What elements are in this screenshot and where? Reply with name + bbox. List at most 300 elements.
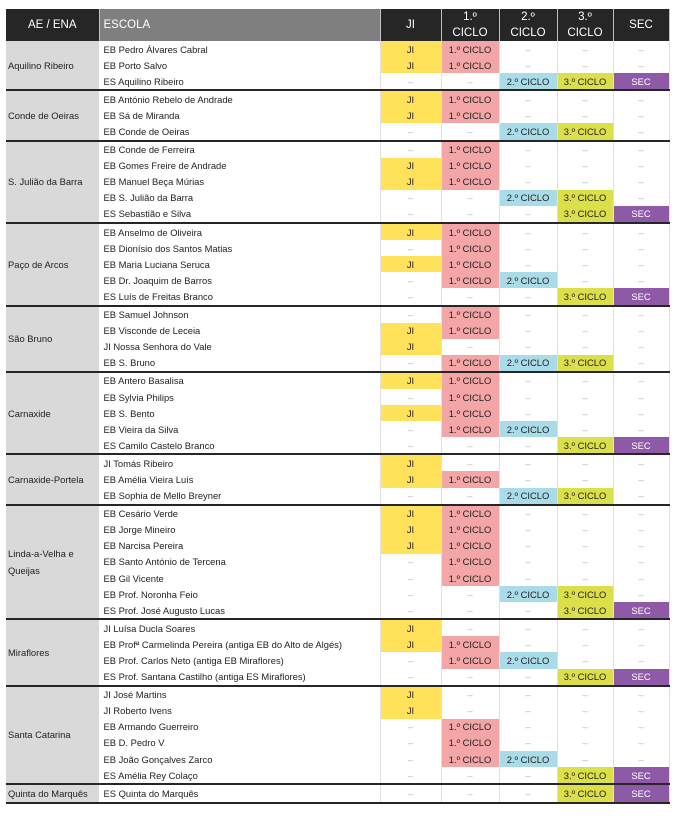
school-name: ES Quinta do Marquês [99, 784, 380, 803]
school-name: EB Jorge Mineiro [99, 522, 380, 538]
level-badge-c3: 3.º CICLO [557, 123, 613, 140]
level-empty-sec: – [613, 554, 669, 570]
level-empty-c1: – [441, 206, 499, 223]
level-badge-c3: 3.º CICLO [557, 73, 613, 90]
level-empty-ji: – [380, 288, 441, 305]
level-empty-sec: – [613, 223, 669, 240]
level-empty-ji: – [380, 570, 441, 586]
table-row [6, 256, 669, 272]
school-name: EB Dr. Joaquim de Barros [99, 272, 380, 288]
table-row [6, 471, 669, 487]
level-empty-ji: – [380, 784, 441, 803]
school-name: ES Luís de Freitas Branco [99, 288, 380, 305]
school-name: EB João Gonçalves Zarco [99, 751, 380, 767]
level-empty-c2: – [499, 158, 557, 174]
header-ciclo-1-line1: 1.º [463, 11, 477, 23]
level-badge-c3: 3.º CICLO [557, 767, 613, 784]
table-row [6, 421, 669, 437]
level-badge-c1: 1.º CICLO [441, 405, 499, 421]
level-empty-sec: – [613, 306, 669, 323]
level-empty-sec: – [613, 652, 669, 668]
level-badge-c1: 1.º CICLO [441, 389, 499, 405]
level-empty-sec: – [613, 389, 669, 405]
level-empty-ji: – [380, 421, 441, 437]
level-empty-c3: – [557, 141, 613, 158]
level-empty-sec: – [613, 339, 669, 355]
level-empty-c2: – [499, 454, 557, 471]
level-empty-sec: – [613, 703, 669, 719]
table-row [6, 669, 669, 686]
level-empty-c2: – [499, 471, 557, 487]
level-empty-c3: – [557, 158, 613, 174]
level-empty-c3: – [557, 389, 613, 405]
level-badge-c1: 1.º CICLO [441, 421, 499, 437]
level-empty-ji: – [380, 488, 441, 505]
level-empty-c2: – [499, 686, 557, 703]
header-ciclo-3 [557, 9, 613, 41]
school-name: EB Amélia Vieira Luís [99, 471, 380, 487]
level-empty-c3: – [557, 703, 613, 719]
level-badge-ji: JI [380, 339, 441, 355]
level-empty-c2: – [499, 505, 557, 522]
level-empty-c2: – [499, 323, 557, 339]
school-name: EB Conde de Oeiras [99, 123, 380, 140]
level-empty-c3: – [557, 505, 613, 522]
table-row [6, 784, 669, 803]
table-row [6, 719, 669, 735]
level-empty-c3: – [557, 421, 613, 437]
table-row [6, 570, 669, 586]
level-badge-c3: 3.º CICLO [557, 355, 613, 372]
group-name: Paço de Arcos [6, 223, 99, 305]
school-name: EB António Rebelo de Andrade [99, 90, 380, 107]
table-row [6, 107, 669, 123]
table-row [6, 686, 669, 703]
level-empty-ji: – [380, 123, 441, 140]
table-row [6, 73, 669, 90]
school-name: EB D. Pedro V [99, 735, 380, 751]
level-badge-ji: JI [380, 256, 441, 272]
level-empty-c2: – [499, 174, 557, 190]
level-badge-ji: JI [380, 158, 441, 174]
level-empty-c2: – [499, 141, 557, 158]
level-badge-ji: JI [380, 636, 441, 652]
school-name: EB Sylvia Philips [99, 389, 380, 405]
level-empty-c3: – [557, 522, 613, 538]
level-empty-c2: – [499, 735, 557, 751]
table-row [6, 488, 669, 505]
table-row [6, 767, 669, 784]
level-empty-sec: – [613, 323, 669, 339]
level-empty-ji: – [380, 437, 441, 454]
level-empty-sec: – [613, 522, 669, 538]
school-name: EB Manuel Beça Múrias [99, 174, 380, 190]
level-badge-c3: 3.º CICLO [557, 190, 613, 206]
level-empty-c2: – [499, 389, 557, 405]
table-row [6, 437, 669, 454]
level-empty-sec: – [613, 90, 669, 107]
level-badge-ji: JI [380, 41, 441, 57]
level-empty-c1: – [441, 669, 499, 686]
level-empty-c2: – [499, 570, 557, 586]
table-row [6, 206, 669, 223]
table-row [6, 703, 669, 719]
level-empty-ji: – [380, 652, 441, 668]
level-badge-c1: 1.º CICLO [441, 652, 499, 668]
level-empty-c3: – [557, 619, 613, 636]
table-row [6, 505, 669, 522]
level-badge-c1: 1.º CICLO [441, 522, 499, 538]
level-badge-c2: 2.º CICLO [499, 586, 557, 602]
level-empty-sec: – [613, 454, 669, 471]
table-row [6, 288, 669, 305]
level-empty-sec: – [613, 488, 669, 505]
level-badge-ji: JI [380, 505, 441, 522]
school-name: EB Porto Salvo [99, 57, 380, 73]
level-empty-sec: – [613, 256, 669, 272]
level-empty-c2: – [499, 339, 557, 355]
header-ciclo-2-line1: 2.º [521, 11, 535, 23]
level-badge-c1: 1.º CICLO [441, 735, 499, 751]
level-empty-c1: – [441, 123, 499, 140]
school-name: EB Prof. Noronha Feio [99, 586, 380, 602]
school-name: EB Anselmo de Oliveira [99, 223, 380, 240]
level-badge-sec: SEC [613, 288, 669, 305]
group-name: S. Julião da Barra [6, 141, 99, 223]
school-name: EB Narcisa Pereira [99, 538, 380, 554]
level-empty-sec: – [613, 174, 669, 190]
level-empty-c1: – [441, 784, 499, 803]
level-badge-c1: 1.º CICLO [441, 223, 499, 240]
school-name: EB Prof. Carlos Neto (antiga EB Miraflores) [99, 652, 380, 668]
level-badge-c1: 1.º CICLO [441, 256, 499, 272]
level-badge-c3: 3.º CICLO [557, 437, 613, 454]
school-name: EB S. Bruno [99, 355, 380, 372]
level-empty-c2: – [499, 437, 557, 454]
level-empty-c1: – [441, 703, 499, 719]
level-badge-sec: SEC [613, 767, 669, 784]
level-empty-c3: – [557, 174, 613, 190]
header-ciclo-3-line1: 3.º [578, 11, 592, 23]
school-name: EB Sophia de Mello Breyner [99, 488, 380, 505]
level-badge-c1: 1.º CICLO [441, 141, 499, 158]
level-badge-ji: JI [380, 703, 441, 719]
level-empty-c2: – [499, 405, 557, 421]
level-empty-sec: – [613, 372, 669, 389]
group-name: Linda-a-Velha e Queijas [6, 505, 99, 620]
level-badge-ji: JI [380, 471, 441, 487]
level-badge-sec: SEC [613, 437, 669, 454]
group-name: Conde de Oeiras [6, 90, 99, 140]
table-body [6, 41, 669, 803]
level-empty-sec: – [613, 123, 669, 140]
school-name: JI Roberto Ivens [99, 703, 380, 719]
level-empty-sec: – [613, 107, 669, 123]
table-row [6, 554, 669, 570]
level-empty-c2: – [499, 90, 557, 107]
group-name: Carnaxide-Portela [6, 454, 99, 504]
school-name: EB S. Julião da Barra [99, 190, 380, 206]
level-badge-c1: 1.º CICLO [441, 158, 499, 174]
level-empty-sec: – [613, 272, 669, 288]
table-row [6, 522, 669, 538]
level-badge-c1: 1.º CICLO [441, 306, 499, 323]
header-ciclo-1 [441, 9, 499, 41]
level-empty-ji: – [380, 355, 441, 372]
school-name: EB Gomes Freire de Andrade [99, 158, 380, 174]
level-badge-c3: 3.º CICLO [557, 784, 613, 803]
level-badge-c1: 1.º CICLO [441, 57, 499, 73]
level-empty-sec: – [613, 719, 669, 735]
level-badge-c1: 1.º CICLO [441, 538, 499, 554]
header-ji: JI [380, 9, 441, 41]
level-empty-c3: – [557, 719, 613, 735]
level-badge-c2: 2.º CICLO [499, 355, 557, 372]
school-name: EB Armando Guerreiro [99, 719, 380, 735]
level-badge-c2: 2.º CICLO [499, 123, 557, 140]
level-empty-c2: – [499, 538, 557, 554]
school-name: ES Sebastião e Silva [99, 206, 380, 223]
level-empty-sec: – [613, 471, 669, 487]
level-badge-c1: 1.º CICLO [441, 554, 499, 570]
table-row [6, 90, 669, 107]
level-empty-c3: – [557, 471, 613, 487]
school-name: EB Samuel Johnson [99, 306, 380, 323]
level-empty-ji: – [380, 602, 441, 619]
level-empty-ji: – [380, 206, 441, 223]
level-empty-sec: – [613, 686, 669, 703]
table-row [6, 272, 669, 288]
level-badge-sec: SEC [613, 206, 669, 223]
table-row [6, 240, 669, 256]
level-badge-ji: JI [380, 223, 441, 240]
table-row [6, 306, 669, 323]
level-badge-ji: JI [380, 107, 441, 123]
table-row [6, 405, 669, 421]
level-empty-c2: – [499, 41, 557, 57]
level-empty-ji: – [380, 669, 441, 686]
level-badge-ji: JI [380, 619, 441, 636]
table-row [6, 158, 669, 174]
level-badge-c2: 2.º CICLO [499, 652, 557, 668]
level-empty-c2: – [499, 619, 557, 636]
group-name: São Bruno [6, 306, 99, 372]
header-escola: ESCOLA [99, 9, 380, 41]
level-empty-c3: – [557, 735, 613, 751]
school-name: ES Prof. Santana Castilho (antiga ES Miraflores) [99, 669, 380, 686]
level-badge-sec: SEC [613, 784, 669, 803]
level-empty-c1: – [441, 602, 499, 619]
level-badge-c1: 1.º CICLO [441, 323, 499, 339]
level-badge-ji: JI [380, 174, 441, 190]
level-empty-c1: – [441, 686, 499, 703]
level-empty-c2: – [499, 240, 557, 256]
header-sec: SEC [613, 9, 669, 41]
level-badge-c3: 3.º CICLO [557, 669, 613, 686]
school-name: EB Vieira da Silva [99, 421, 380, 437]
table-row [6, 223, 669, 240]
school-name: EB S. Bento [99, 405, 380, 421]
level-empty-c2: – [499, 288, 557, 305]
level-badge-ji: JI [380, 686, 441, 703]
level-empty-c3: – [557, 339, 613, 355]
table-row [6, 586, 669, 602]
school-name: JI Luísa Ducla Soares [99, 619, 380, 636]
level-badge-c1: 1.º CICLO [441, 372, 499, 389]
school-name: EB Dionísio dos Santos Matias [99, 240, 380, 256]
table-row [6, 123, 669, 140]
level-badge-ji: JI [380, 454, 441, 471]
level-empty-c3: – [557, 57, 613, 73]
level-badge-c1: 1.º CICLO [441, 355, 499, 372]
header-ciclo-3-line2: CICLO [567, 27, 603, 39]
level-empty-sec: – [613, 57, 669, 73]
level-empty-sec: – [613, 570, 669, 586]
table-row [6, 174, 669, 190]
level-empty-c2: – [499, 719, 557, 735]
table-row [6, 751, 669, 767]
level-empty-sec: – [613, 619, 669, 636]
level-empty-c2: – [499, 669, 557, 686]
school-name: ES Camilo Castelo Branco [99, 437, 380, 454]
level-empty-c2: – [499, 767, 557, 784]
level-empty-sec: – [613, 505, 669, 522]
header-ciclo-2-line2: CICLO [510, 27, 546, 39]
level-empty-c3: – [557, 41, 613, 57]
level-empty-c1: – [441, 454, 499, 471]
level-badge-ji: JI [380, 323, 441, 339]
level-badge-ji: JI [380, 405, 441, 421]
level-badge-c1: 1.º CICLO [441, 636, 499, 652]
level-empty-c2: – [499, 256, 557, 272]
level-empty-sec: – [613, 735, 669, 751]
header-ciclo-2 [499, 9, 557, 41]
level-empty-c3: – [557, 554, 613, 570]
table-row [6, 190, 669, 206]
group-name: Santa Catarina [6, 686, 99, 785]
level-empty-c3: – [557, 570, 613, 586]
level-empty-c2: – [499, 784, 557, 803]
level-badge-c1: 1.º CICLO [441, 719, 499, 735]
level-empty-c3: – [557, 652, 613, 668]
level-empty-sec: – [613, 538, 669, 554]
level-empty-ji: – [380, 735, 441, 751]
school-name: EB Antero Basalisa [99, 372, 380, 389]
school-name: ES Amélia Rey Colaço [99, 767, 380, 784]
table-row [6, 323, 669, 339]
level-empty-c3: – [557, 686, 613, 703]
school-name: EB Cesário Verde [99, 505, 380, 522]
level-empty-c2: – [499, 703, 557, 719]
level-empty-ji: – [380, 554, 441, 570]
header-ciclo-1-line2: CICLO [452, 27, 488, 39]
level-empty-c3: – [557, 256, 613, 272]
level-empty-c1: – [441, 586, 499, 602]
level-badge-sec: SEC [613, 602, 669, 619]
level-badge-c1: 1.º CICLO [441, 751, 499, 767]
level-empty-sec: – [613, 355, 669, 372]
level-badge-c1: 1.º CICLO [441, 41, 499, 57]
level-empty-c1: – [441, 288, 499, 305]
school-name: EB Profª Carmelinda Pereira (antiga EB do Alto de Algés) [99, 636, 380, 652]
level-empty-ji: – [380, 719, 441, 735]
level-empty-c1: – [441, 619, 499, 636]
level-badge-c3: 3.º CICLO [557, 206, 613, 223]
level-empty-sec: – [613, 240, 669, 256]
level-empty-c2: – [499, 57, 557, 73]
level-empty-c3: – [557, 538, 613, 554]
level-empty-c3: – [557, 454, 613, 471]
table-row [6, 636, 669, 652]
school-name: EB Gil Vicente [99, 570, 380, 586]
level-empty-c1: – [441, 339, 499, 355]
level-empty-sec: – [613, 421, 669, 437]
level-badge-c1: 1.º CICLO [441, 174, 499, 190]
table-row [6, 389, 669, 405]
level-badge-ji: JI [380, 538, 441, 554]
level-empty-c3: – [557, 90, 613, 107]
level-empty-sec: – [613, 141, 669, 158]
level-empty-c3: – [557, 405, 613, 421]
level-empty-c2: – [499, 306, 557, 323]
level-empty-c1: – [441, 488, 499, 505]
level-badge-ji: JI [380, 372, 441, 389]
level-empty-sec: – [613, 158, 669, 174]
level-empty-ji: – [380, 751, 441, 767]
level-empty-ji: – [380, 306, 441, 323]
level-empty-sec: – [613, 405, 669, 421]
level-empty-sec: – [613, 636, 669, 652]
level-badge-c2: 2.º CICLO [499, 190, 557, 206]
table-row [6, 454, 669, 471]
table-row [6, 372, 669, 389]
level-empty-c2: – [499, 522, 557, 538]
level-empty-c1: – [441, 437, 499, 454]
level-badge-c2: 2.º CICLO [499, 488, 557, 505]
level-badge-c2: 2.º CICLO [499, 421, 557, 437]
level-badge-sec: SEC [613, 73, 669, 90]
group-name: Miraflores [6, 619, 99, 685]
level-badge-c1: 1.º CICLO [441, 471, 499, 487]
level-badge-ji: JI [380, 57, 441, 73]
level-badge-sec: SEC [613, 669, 669, 686]
level-empty-sec: – [613, 586, 669, 602]
level-badge-c3: 3.º CICLO [557, 602, 613, 619]
level-badge-c3: 3.º CICLO [557, 488, 613, 505]
table-row [6, 652, 669, 668]
level-badge-c2: 2.º CICLO [499, 272, 557, 288]
group-name: Carnaxide [6, 372, 99, 454]
table-row [6, 41, 669, 57]
level-empty-c2: – [499, 206, 557, 223]
level-empty-c3: – [557, 323, 613, 339]
school-name: EB Maria Luciana Seruca [99, 256, 380, 272]
table-row [6, 538, 669, 554]
school-name: EB Visconde de Leceia [99, 323, 380, 339]
level-empty-c3: – [557, 306, 613, 323]
level-badge-c1: 1.º CICLO [441, 505, 499, 522]
level-badge-c1: 1.º CICLO [441, 90, 499, 107]
level-empty-sec: – [613, 751, 669, 767]
level-badge-c1: 1.º CICLO [441, 570, 499, 586]
level-empty-ji: – [380, 73, 441, 90]
table-row [6, 619, 669, 636]
table-row [6, 339, 669, 355]
table-row [6, 735, 669, 751]
level-empty-ji: – [380, 767, 441, 784]
level-empty-ji: – [380, 190, 441, 206]
level-badge-c3: 3.º CICLO [557, 288, 613, 305]
